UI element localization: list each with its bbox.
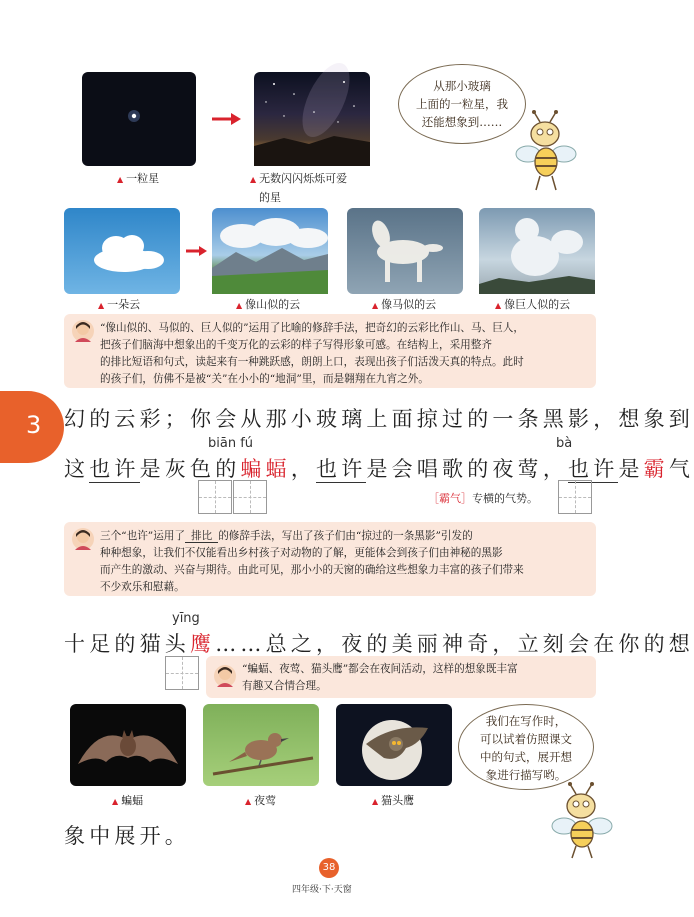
triangle-icon: ▲ bbox=[112, 797, 119, 806]
teacher-avatar-icon bbox=[72, 528, 94, 550]
cloud-photo bbox=[64, 208, 180, 294]
teacher-avatar-icon bbox=[214, 665, 236, 687]
pinyin-bianfu: biān fú bbox=[208, 436, 254, 451]
speech-bubble-bottom: 我们在写作时， 可以试着仿照课文 中的句式，展开想 象进行描写哟。 bbox=[458, 704, 594, 790]
nightingale-photo bbox=[203, 704, 319, 786]
mountain-cloud-photo bbox=[212, 208, 328, 294]
giant-cloud-photo bbox=[479, 208, 595, 294]
caption-cloud: ▲ 一朵云 bbox=[98, 298, 141, 311]
caption-giant-cloud: ▲ 像巨人似的云 bbox=[495, 298, 571, 311]
annotation-note-parallelism: 三个“也许”运用了 排比 的修辞手法，写出了孩子们由“掠过的一条黑影”引发的 种种想象，让我们不仅能看出乡村孩子对动物的了解，更能体会到孩子们由神秘的黑影 而产生的激动、兴奋与期待。由此可见，那小小的天窗的确给这些想象力丰富的孩子们带来 不少欢乐和慰藉。 bbox=[64, 522, 596, 596]
page-number-badge bbox=[319, 858, 339, 878]
bat-photo bbox=[70, 704, 186, 786]
triangle-icon: ▲ bbox=[236, 301, 243, 310]
triangle-icon: ▲ bbox=[117, 175, 124, 184]
word-ying: 鹰 bbox=[190, 632, 216, 656]
word-bianfu: 蝙蝠 bbox=[240, 457, 291, 481]
writing-grid-ba[interactable] bbox=[558, 480, 592, 514]
writing-grid-ying[interactable] bbox=[165, 656, 199, 690]
annotation-note-simile: “像山似的、马似的、巨人似的”运用了比喻的修辞手法，把奇幻的云彩比作山、马、巨人， 把孩子们脑海中想象出的千变万化的云彩的样子写得形象可感。在结构上，采用整齐 的排比短语和句式，读起来有一种跳跃感，朗朗上口，表现出孩子们活泼天真的特点。此时 的孩子们，仿佛不是被“关”在小小的“地洞”里，而是翱翔在九宵之外。 bbox=[64, 314, 596, 388]
text-line-3: 十足的猫头鹰……总之，夜的美丽神奇，立刻会在你的想 bbox=[64, 632, 694, 656]
annotation-note-animals: “蝙蝠、夜莺、猫头鹰”都会在夜间活动，这样的想象既丰富 有趣又合情合理。 bbox=[206, 656, 596, 698]
caption-mountain-cloud: ▲ 像山似的云 bbox=[236, 298, 301, 311]
writing-grid-fu[interactable] bbox=[233, 480, 267, 514]
underline-yexu-3: 也许 bbox=[568, 457, 619, 481]
caption-bat: ▲ 蝙蝠 bbox=[112, 794, 144, 807]
nightingale-image bbox=[203, 704, 319, 786]
arrow-right-icon bbox=[186, 245, 208, 257]
paragraph-number-badge: 3 bbox=[0, 391, 64, 463]
owl-image bbox=[336, 704, 452, 786]
caption-nightingale: ▲ 夜莺 bbox=[245, 794, 277, 807]
milky-way-photo bbox=[254, 72, 370, 166]
underline-yexu-1: 也许 bbox=[89, 457, 140, 481]
triangle-icon: ▲ bbox=[245, 797, 252, 806]
caption-star: ▲ 一粒星 bbox=[117, 172, 160, 185]
starry-sky-image bbox=[254, 72, 370, 166]
bee-mascot-icon bbox=[510, 110, 582, 194]
text-line-2: 这也许是灰色的蝙蝠，也许是会唱歌的夜莺，也许是霸气 bbox=[64, 457, 694, 481]
triangle-icon: ▲ bbox=[250, 175, 257, 184]
triangle-icon: ▲ bbox=[495, 301, 502, 310]
pinyin-ying: yīng bbox=[172, 611, 200, 626]
mountain-cloud-image bbox=[212, 208, 328, 294]
giant-cloud-image bbox=[479, 208, 595, 294]
teacher-avatar-icon bbox=[72, 320, 94, 342]
underline-yexu-2: 也许 bbox=[316, 457, 367, 481]
writing-grid-bian[interactable] bbox=[198, 480, 232, 514]
horse-cloud-image bbox=[347, 208, 463, 294]
star-image bbox=[82, 72, 196, 166]
fill-blank-answer: 排比 bbox=[185, 530, 218, 543]
footer-book-title: 四年级·下·天窗 bbox=[292, 885, 352, 895]
bee-mascot-icon bbox=[546, 782, 616, 862]
triangle-icon: ▲ bbox=[98, 301, 105, 310]
text-line-4: 象中展开。 bbox=[64, 824, 190, 848]
arrow-right-icon bbox=[212, 112, 242, 126]
caption-horse-cloud: ▲ 像马似的云 bbox=[372, 298, 437, 311]
speech-bubble-top: 从那小玻璃 上面的一粒星，我 还能想象到…… bbox=[398, 64, 526, 144]
caption-many-stars: ▲ 无数闪闪烁烁可爱 的星 bbox=[250, 172, 348, 204]
word-ba: 霸 bbox=[643, 457, 669, 481]
bat-image bbox=[70, 704, 186, 786]
cloud-image bbox=[64, 208, 180, 294]
triangle-icon: ▲ bbox=[372, 797, 379, 806]
caption-owl: ▲ 猫头鹰 bbox=[372, 794, 415, 807]
text-line-1: 幻的云彩；你会从那小玻璃上面掠过的一条黑影，想象到 bbox=[64, 407, 694, 431]
page-number: 38 bbox=[322, 862, 336, 873]
horse-cloud-photo bbox=[347, 208, 463, 294]
pinyin-ba: bà bbox=[556, 436, 573, 451]
owl-photo bbox=[336, 704, 452, 786]
triangle-icon: ▲ bbox=[372, 301, 379, 310]
vocabulary-gloss: ［霸气］专横的气势。 bbox=[428, 492, 538, 505]
star-photo bbox=[82, 72, 196, 166]
